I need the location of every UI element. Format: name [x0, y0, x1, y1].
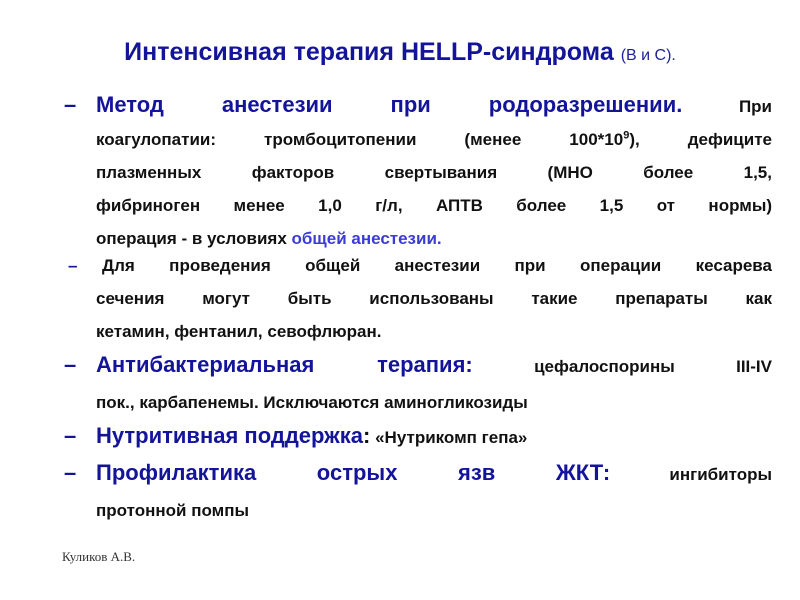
list-item-antibacterial: – Антибактериальная терапия: цефалоспорины III-IV пок., карбапенемы. Исключаются аминогликозиды: [64, 347, 772, 421]
item-heading: Антибактериальная терапия:: [96, 352, 473, 377]
title-sub: (В и С).: [620, 47, 676, 64]
list-item-nutrition: – Нутритивная поддержка: «Нутрикомп гепа»: [64, 418, 772, 456]
item-heading: Метод анестезии при родоразрешении.: [96, 92, 683, 117]
page-title: [0, 38, 800, 67]
list-item-anesthesia: – Метод анестезии при родоразрешении. При коагулопатии: тромбоцитопении (менее $100*10^9$), дефиците плазменных факторов свертывания (МНО более 1,5, фибриноген менее 1,0 г/л, АПТВ более 1,5 от нормы) операция - в условиях общей анестезии.: [64, 88, 772, 255]
bullet-dash: –: [64, 423, 77, 448]
bullet-dash: –: [68, 256, 78, 275]
item-heading: Профилактика острых язв ЖКТ:: [96, 460, 611, 485]
item-heading: Нутритивная поддержка: [96, 423, 364, 448]
list-item-prophylaxis: – Профилактика острых язв ЖКТ: ингибиторы протонной помпы: [64, 455, 772, 529]
list-item-drugs: – Для проведения общей анестезии при операции кесарева сечения могут быть использованы такие препараты как кетамин, фентанил, севофлюран.: [64, 249, 772, 348]
footer-author: Куликов А.В.: [62, 549, 136, 564]
bullet-dash: –: [64, 92, 77, 117]
title-main: Интенсивная терапия HELLP-синдрома: [124, 38, 614, 66]
bullet-dash: –: [64, 352, 77, 377]
bullet-dash: –: [64, 460, 77, 485]
general-anesthesia-text: общей анестезии.: [291, 229, 442, 248]
